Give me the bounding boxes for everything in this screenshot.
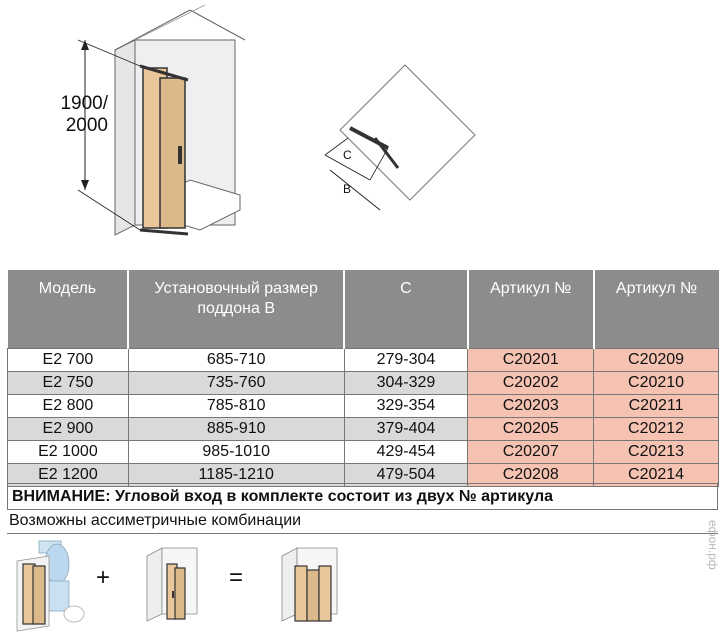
single-door-icon (142, 536, 202, 631)
warning-note: ВНИМАНИЕ: Угловой вход в комплекте состоит из двух № артикула (7, 483, 718, 510)
cell-tray-size: 685-710 (128, 349, 344, 372)
cell-model: E2 1000 (8, 441, 129, 464)
header-article-1: Артикул № (468, 270, 594, 349)
cell-article-2: C20209 (594, 349, 719, 372)
cell-c: 479-504 (344, 464, 468, 487)
cell-article-1: C20202 (468, 372, 594, 395)
cell-model: E2 800 (8, 395, 129, 418)
equals-sign: = (229, 564, 244, 591)
spec-table (7, 270, 719, 487)
cell-tray-size: 785-810 (128, 395, 344, 418)
cell-article-2: C20210 (594, 372, 719, 395)
table-row (8, 349, 719, 372)
cell-article-2: C20214 (594, 464, 719, 487)
table-row (8, 418, 719, 441)
cell-tray-size: 985-1010 (128, 441, 344, 464)
cell-c: 279-304 (344, 349, 468, 372)
cell-c: 379-404 (344, 418, 468, 441)
cell-tray-size: 735-760 (128, 372, 344, 395)
corner-enclosure-icon (277, 536, 347, 631)
plan-label-b: B (343, 182, 352, 196)
cell-c: 329-354 (344, 395, 468, 418)
plus-sign: + (96, 564, 111, 591)
cell-article-1: C20205 (468, 418, 594, 441)
cell-c: 429-454 (344, 441, 468, 464)
table-row (8, 441, 719, 464)
cell-model: E2 1200 (8, 464, 129, 487)
cell-article-2: C20213 (594, 441, 719, 464)
cell-article-1: C20203 (468, 395, 594, 418)
header-article-2: Артикул № (594, 270, 719, 349)
info-note: Возможны ассиметричные комбинации (7, 510, 718, 534)
table-row (8, 372, 719, 395)
cell-article-2: C20211 (594, 395, 719, 418)
combination-illustration (7, 534, 718, 635)
watermark: ефон.рф (706, 520, 720, 570)
cell-model: E2 750 (8, 372, 129, 395)
header-tray-size: Установочный размер поддона B (128, 270, 344, 349)
table-header-row (8, 270, 719, 349)
cell-tray-size: 1185-1210 (128, 464, 344, 487)
cell-model: E2 900 (8, 418, 129, 441)
cell-model: E2 700 (8, 349, 129, 372)
single-door-with-person-icon (9, 536, 89, 633)
cell-c: 304-329 (344, 372, 468, 395)
header-model: Модель (8, 270, 129, 349)
cell-article-2: C20212 (594, 418, 719, 441)
height-label: 1900/ 2000 (60, 93, 108, 136)
cell-article-1: C20208 (468, 464, 594, 487)
cell-article-1: C20207 (468, 441, 594, 464)
header-c: C (344, 270, 468, 349)
table-row (8, 395, 719, 418)
cell-tray-size: 885-910 (128, 418, 344, 441)
cell-article-1: C20201 (468, 349, 594, 372)
plan-label-c: C (343, 148, 352, 162)
